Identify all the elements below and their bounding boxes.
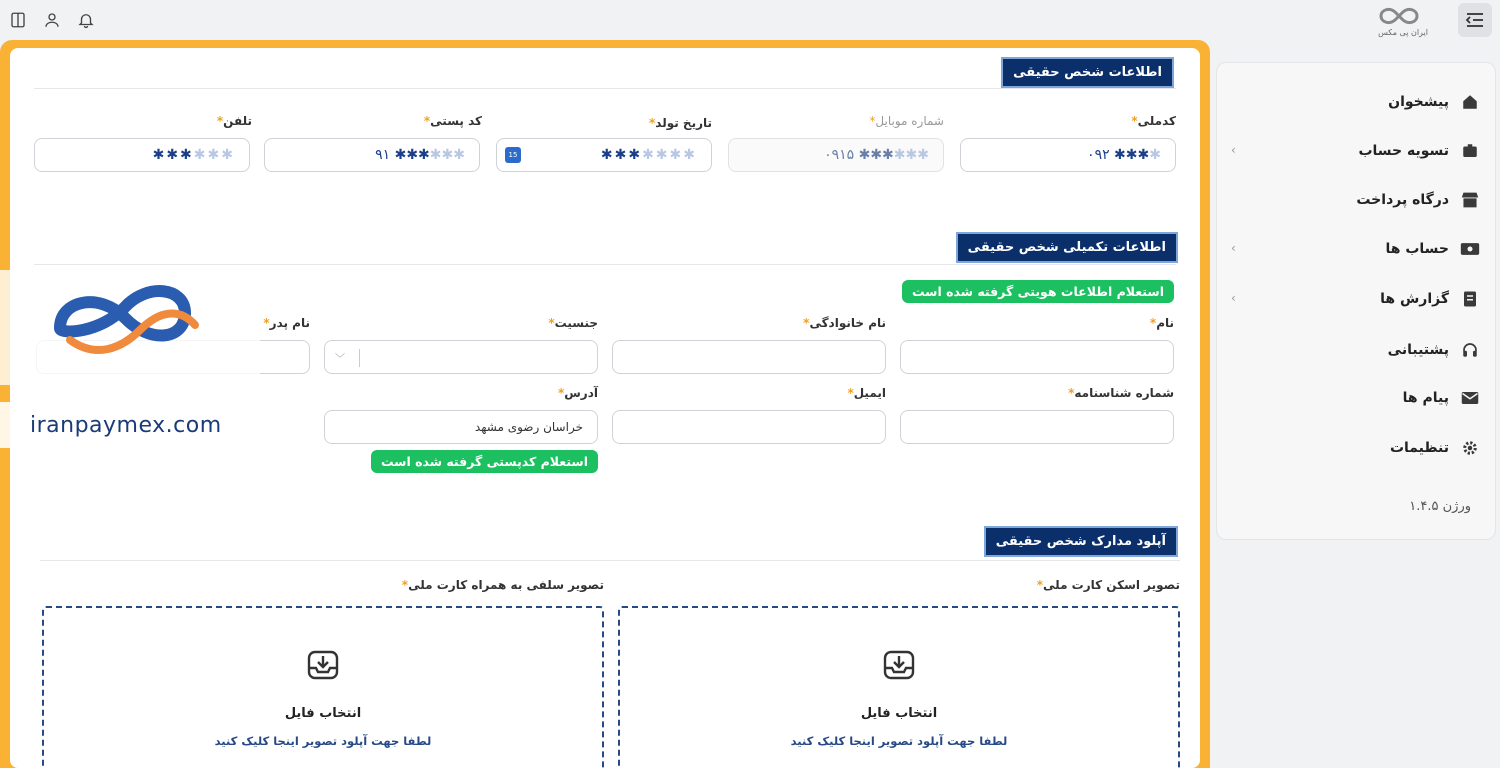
calendar-icon[interactable]: 15: [505, 147, 521, 163]
gear-icon: [1459, 437, 1481, 459]
choose-file-text: انتخاب فایل: [860, 706, 938, 721]
download-tray-icon: [306, 648, 340, 682]
chevron-left-icon: ‹: [1231, 143, 1236, 157]
mobile-prefix: ۰۹۱۵: [824, 147, 855, 163]
card-scan-label: تصویر اسکن کارت ملی*: [1036, 578, 1180, 592]
infinity-logo-icon: [40, 278, 210, 378]
phone-label: تلفن*: [216, 114, 252, 128]
sidebar-item-label: حساب ها: [1385, 241, 1449, 257]
upload-hint: لطفا جهت آپلود تصویر اینجا کلیک کنید: [214, 734, 432, 748]
user-icon[interactable]: [42, 10, 62, 30]
last-name-input[interactable]: [612, 340, 886, 374]
mobile-input: ۰۹۱۵ ✱✱✱✱✱✱: [728, 138, 944, 172]
sidebar-item-label: درگاه پرداخت: [1356, 192, 1449, 208]
top-icons: [8, 10, 96, 30]
gender-label: جنسیت*: [548, 316, 598, 330]
divider: [40, 560, 1180, 561]
chevron-down-icon: ﹀: [335, 354, 345, 365]
father-name-label: نام پدر*: [263, 316, 310, 330]
logout-icon[interactable]: [8, 10, 28, 30]
first-name-input[interactable]: [900, 340, 1174, 374]
sidebar-item-messages[interactable]: [1227, 383, 1481, 413]
postal-code-input[interactable]: ۹۱ ✱✱✱✱✱✱: [264, 138, 480, 172]
logo-caption: ایران پی مکس: [1378, 28, 1428, 37]
phone-input[interactable]: ✱✱✱✱✱✱: [34, 138, 250, 172]
last-name-label: نام خانوادگی*: [803, 316, 886, 330]
sidebar-item-label: تسویه حساب: [1358, 143, 1449, 159]
banknote-icon: [1459, 238, 1481, 260]
email-input[interactable]: [612, 410, 886, 444]
wallet-icon: [1459, 140, 1481, 162]
sidebar-item-label: پیام ها: [1402, 390, 1449, 406]
section-title-personal: اطلاعات شخص حقیقی: [1001, 57, 1174, 88]
report-icon: [1459, 288, 1481, 310]
section-title-extra: اطلاعات تکمیلی شخص حقیقی: [956, 232, 1178, 263]
menu-toggle-button[interactable]: [1458, 3, 1492, 37]
identity-inquiry-badge: استعلام اطلاعات هویتی گرفته شده است: [902, 280, 1174, 303]
sidebar-item-gateway[interactable]: [1227, 185, 1481, 215]
selfie-upload[interactable]: [42, 606, 604, 768]
address-input[interactable]: [324, 410, 598, 444]
mail-icon: [1459, 387, 1481, 409]
national-code-label: کدملی*: [1131, 114, 1176, 128]
store-icon: [1459, 189, 1481, 211]
choose-file-text: انتخاب فایل: [284, 706, 362, 721]
upload-hint: لطفا جهت آپلود تصویر اینجا کلیک کنید: [790, 734, 1008, 748]
mobile-label: شماره موبایل*: [869, 114, 944, 128]
birth-date-label: تاریخ تولد*: [649, 116, 712, 130]
sidebar-item-settlement[interactable]: [1227, 136, 1481, 166]
address-value: خراسان رضوی مشهد: [474, 420, 583, 434]
postal-inquiry-badge: استعلام کدپستی گرفته شده است: [371, 450, 598, 473]
email-label: ایمیل*: [847, 386, 886, 400]
card-scan-upload[interactable]: [618, 606, 1180, 768]
address-label: آدرس*: [557, 386, 598, 400]
birth-cert-label: شماره شناسنامه*: [1068, 386, 1174, 400]
brand-overlay-card: [0, 270, 260, 385]
national-code-prefix: ۰۹۲: [1087, 147, 1110, 163]
gender-select[interactable]: [324, 340, 598, 374]
sidebar: [1216, 62, 1496, 540]
sidebar-item-reports[interactable]: [1227, 284, 1481, 314]
sidebar-item-support[interactable]: [1227, 335, 1481, 365]
birth-date-input[interactable]: ✱✱✱✱✱✱✱ 15: [496, 138, 712, 172]
brand-logo[interactable]: [1368, 2, 1438, 40]
sidebar-item-settings[interactable]: [1227, 433, 1481, 463]
brand-url: iranpaymex.com: [30, 412, 222, 438]
headset-icon: [1459, 339, 1481, 361]
home-icon: [1459, 91, 1481, 113]
infinity-logo-icon: [1373, 2, 1433, 30]
sidebar-item-label: تنظیمات: [1389, 440, 1449, 456]
bell-icon[interactable]: [76, 10, 96, 30]
sidebar-item-dashboard[interactable]: [1227, 87, 1481, 117]
top-bar: [0, 0, 1500, 40]
section-title-upload: آپلود مدارک شخص حقیقی: [984, 526, 1178, 557]
national-code-input[interactable]: ۰۹۲ ✱✱✱✱: [960, 138, 1176, 172]
chevron-left-icon: ‹: [1231, 291, 1236, 305]
divider: [34, 264, 1176, 265]
brand-url-box: [0, 402, 260, 448]
sidebar-item-accounts[interactable]: [1227, 234, 1481, 264]
sidebar-item-label: گزارش ها: [1380, 291, 1449, 307]
first-name-label: نام*: [1149, 316, 1174, 330]
chevron-left-icon: ‹: [1231, 241, 1236, 255]
app-version: ورژن ۱.۴.۵: [1409, 499, 1471, 514]
selfie-label: تصویر سلفی به همراه کارت ملی*: [401, 578, 604, 592]
sidebar-item-label: پشتیبانی: [1387, 342, 1449, 358]
birth-cert-input[interactable]: [900, 410, 1174, 444]
download-tray-icon: [882, 648, 916, 682]
menu-collapse-icon: [1465, 11, 1485, 29]
postal-code-label: کد پستی*: [423, 114, 482, 128]
divider: [34, 88, 1176, 89]
sidebar-item-label: پیشخوان: [1388, 94, 1449, 110]
postal-code-prefix: ۹۱: [375, 147, 391, 163]
